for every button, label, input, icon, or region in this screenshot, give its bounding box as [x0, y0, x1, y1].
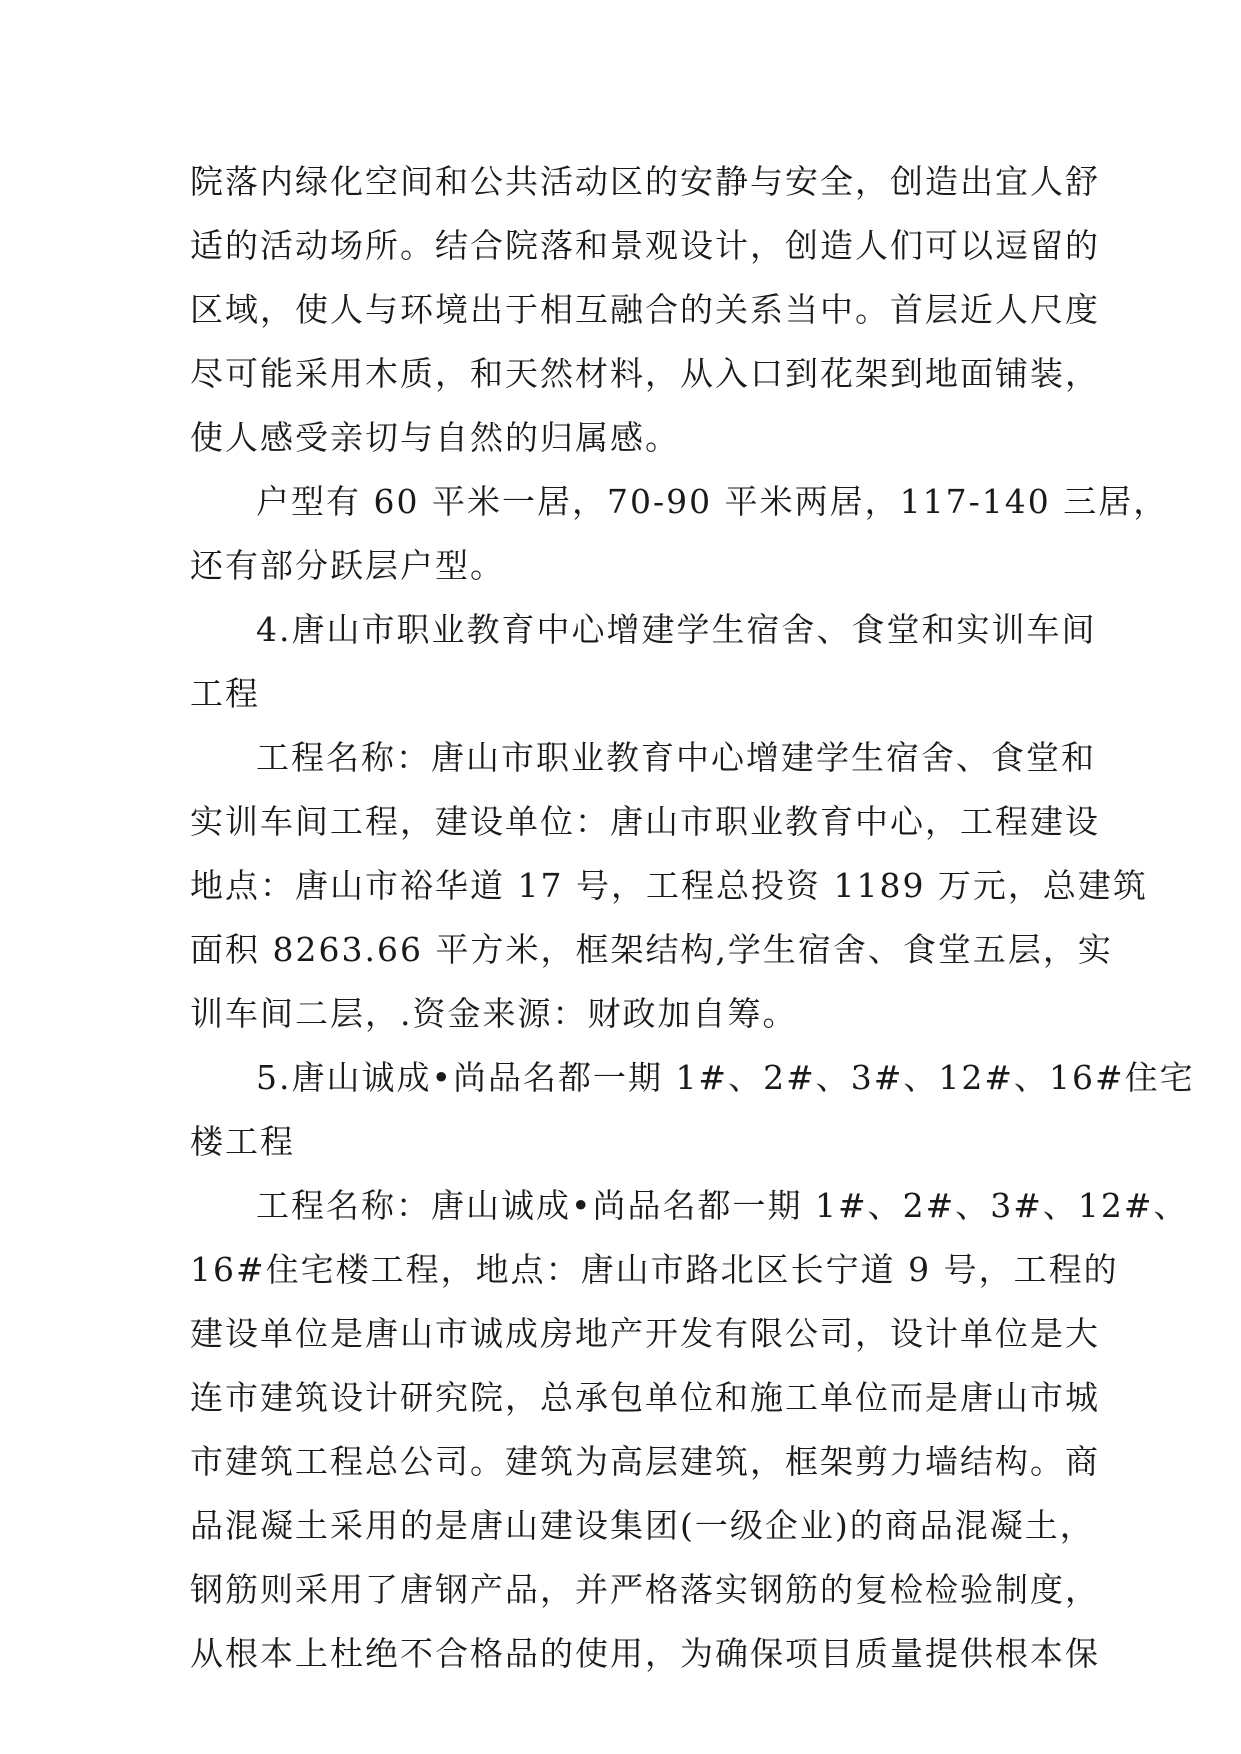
- text-line: 工程名称：唐山市职业教育中心增建学生宿舍、食堂和: [256, 738, 1096, 777]
- text-line: 市建筑工程总公司。建筑为高层建筑，框架剪力墙结构。商: [190, 1442, 1100, 1481]
- text-line: 尽可能采用木质，和天然材料，从入口到花架到地面铺装，: [190, 354, 1100, 393]
- section-heading: 4.唐山市职业教育中心增建学生宿舍、食堂和实训车间: [256, 610, 1097, 649]
- text-line: 建设单位是唐山市诚成房地产开发有限公司，设计单位是大: [190, 1314, 1100, 1353]
- text-line: 院落内绿化空间和公共活动区的安静与安全，创造出宜人舒: [190, 162, 1100, 201]
- text-line: 户型有 60 平米一居，70-90 平米两居，117-140 三居，: [256, 482, 1169, 521]
- text-line: 从根本上杜绝不合格品的使用，为确保项目质量提供根本保: [190, 1634, 1100, 1673]
- text-line: 16#住宅楼工程，地点：唐山市路北区长宁道 9 号，工程的: [190, 1250, 1119, 1289]
- text-line: 品混凝土采用的是唐山建设集团(一级企业)的商品混凝土，: [190, 1506, 1095, 1545]
- section-heading: 工程: [190, 674, 260, 713]
- text-line: 地点：唐山市裕华道 17 号，工程总投资 1189 万元，总建筑: [190, 866, 1148, 905]
- text-line: 连市建筑设计研究院，总承包单位和施工单位而是唐山市城: [190, 1378, 1100, 1417]
- text-line: 面积 8263.66 平方米，框架结构,学生宿舍、食堂五层，实: [190, 930, 1113, 969]
- section-heading: 楼工程: [190, 1122, 295, 1161]
- text-line: 适的活动场所。结合院落和景观设计，创造人们可以逗留的: [190, 226, 1100, 265]
- section-heading: 5.唐山诚成•尚品名都一期 1#、2#、3#、12#、16#住宅: [256, 1058, 1195, 1097]
- text-line: 区域，使人与环境出于相互融合的关系当中。首层近人尺度: [190, 290, 1100, 329]
- text-line: 工程名称：唐山诚成•尚品名都一期 1#、2#、3#、12#、: [256, 1186, 1189, 1225]
- text-line: 训车间二层，.资金来源：财政加自筹。: [190, 994, 798, 1033]
- text-line: 实训车间工程，建设单位：唐山市职业教育中心，工程建设: [190, 802, 1100, 841]
- text-line: 还有部分跃层户型。: [190, 546, 505, 585]
- text-line: 钢筋则采用了唐钢产品，并严格落实钢筋的复检检验制度，: [190, 1570, 1100, 1609]
- text-line: 使人感受亲切与自然的归属感。: [190, 418, 680, 457]
